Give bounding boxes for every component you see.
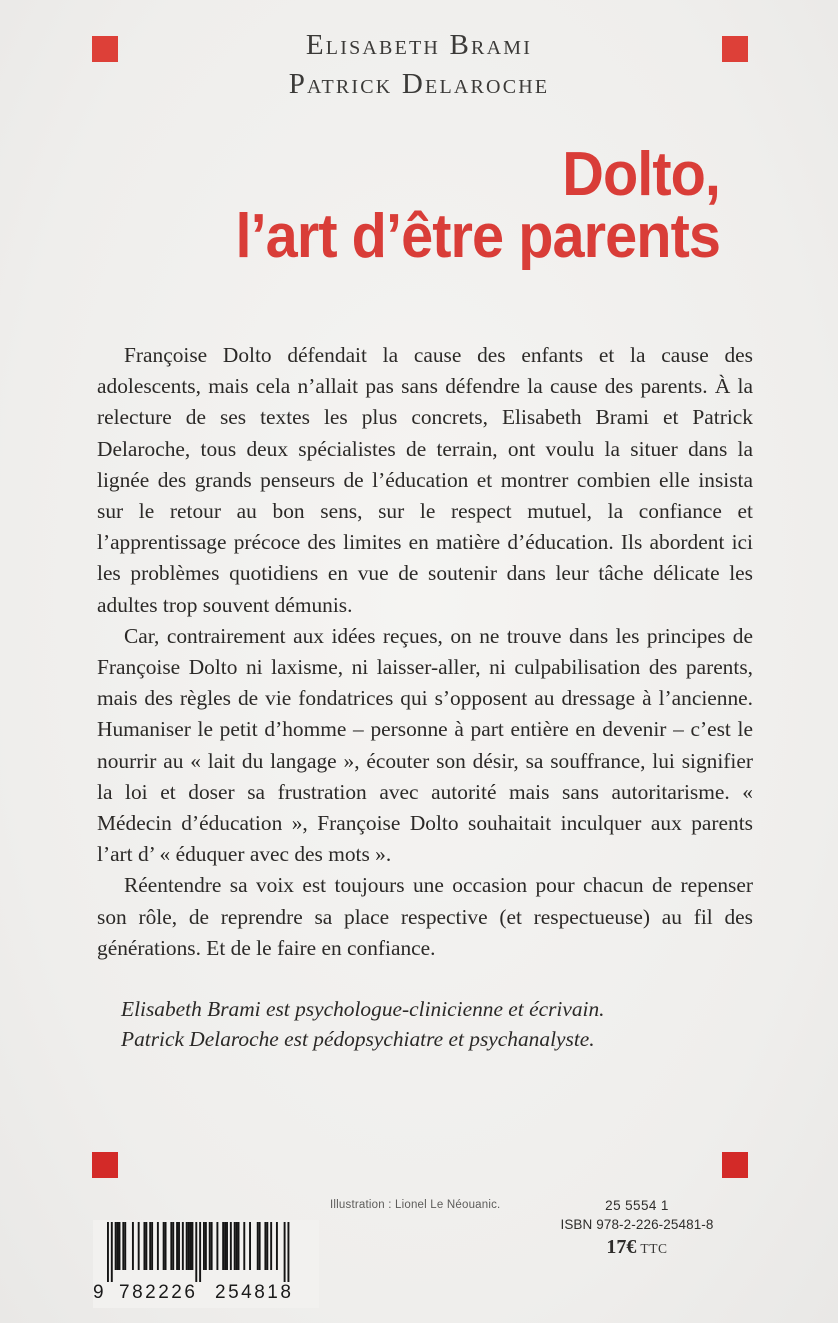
illustration-credit: Illustration : Lionel Le Néouanic.: [330, 1199, 501, 1211]
blurb-paragraph-1: Françoise Dolto défendait la cause des enfants et la cause des adolescents, mais cela n’allait pas sans défendre la cause des parents. À la relecture de ses textes les plus concrets, Elisabeth Brami et Patrick Delaroche, tous deux spécialistes de terrain, ont voulu la situer dans la lignée des grands penseurs de l’éducation et montrer combien elle insista sur le retour au bon sens, sur le respect mutuel, la confiance et l’apprentissage précoce des limites en matière d’éducation. Ils abordent ici les problèmes quotidiens en vue de soutenir dans leur tâche délicate les adultes trop souvent démunis.: [97, 343, 753, 617]
barcode-digits-left-group: 782226: [119, 1282, 198, 1303]
blurb-paragraph-2: Car, contrairement aux idées reçues, on ne trouve dans les principes de Françoise Dolto ni laxisme, ni laisser-aller, ni culpabilisation des parents, mais des règles de vie fondatrices qui s’opposent au dressage à l’ancienne. Humaniser le petit d’homme – personne à part entière en devenir – c’est le nourrir au « lait du langage », écouter son désir, sa souffrance, lui signifier la loi et doser sa frustration avec autorité mais sans autoritarisme. « Médecin d’éducation », Françoise Dolto souhaitait inculquer aux parents l’art d’ « éduquer avec des mots ».: [97, 623, 753, 867]
catalogue-reference: 25 5554 1: [605, 1198, 669, 1213]
price-tax-label: TTC: [640, 1241, 668, 1256]
isbn-block: [522, 1196, 752, 1260]
isbn-number: ISBN 978-2-226-25481-8: [560, 1217, 714, 1232]
price-amount: 17€: [606, 1236, 637, 1258]
author-names: [0, 26, 838, 103]
back-cover-blurb: [97, 340, 753, 1054]
book-title-line-2: l’art d’être parents: [235, 201, 720, 271]
ean13-barcode: [93, 1220, 319, 1308]
book-title-line-1: Dolto,: [562, 140, 720, 209]
decorative-square-bottom-left: [92, 1152, 118, 1178]
author-name-first: Elisabeth Brami: [305, 29, 533, 61]
book-title: [60, 140, 720, 271]
barcode-digits-right-group: 254818: [215, 1282, 294, 1303]
author-bio-line-1: Elisabeth Brami est psychologue-clinicienne et écrivain.: [121, 997, 605, 1022]
blurb-paragraph-3: Réentendre sa voix est toujours une occasion pour chacun de repenser son rôle, de reprendre sa place respective (et respectueuse) au fil des générations. Et de le faire en confiance.: [97, 873, 753, 960]
decorative-square-bottom-right: [722, 1152, 748, 1178]
author-name-second: Patrick Delaroche: [288, 67, 550, 100]
author-bio-line-2: Patrick Delaroche est pédopsychiatre et psychanalyste.: [121, 1027, 595, 1052]
barcode-digit-lead: 9: [93, 1282, 107, 1303]
author-bio: [97, 994, 753, 1054]
price: [522, 1236, 752, 1260]
